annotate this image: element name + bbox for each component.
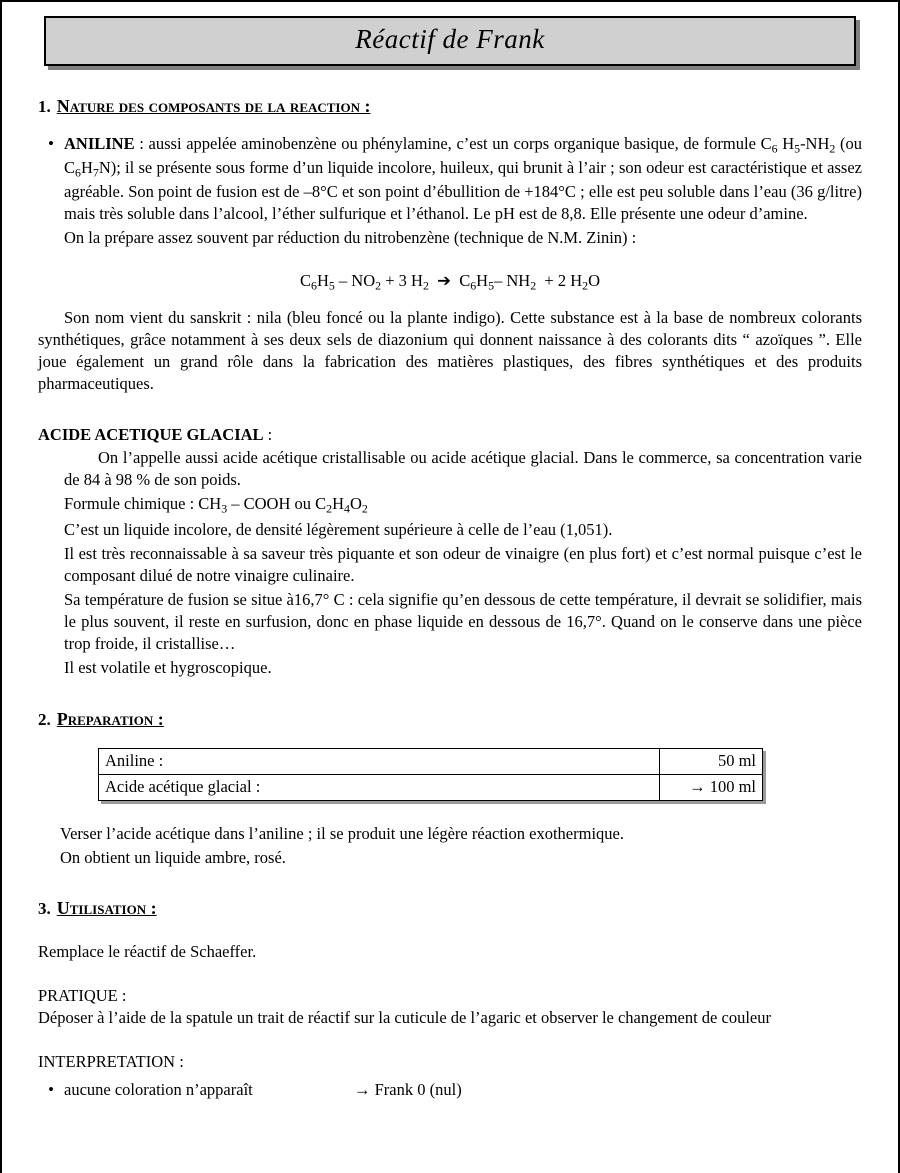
interpretation-label: INTERPRETATION : xyxy=(38,1052,184,1072)
list-item xyxy=(38,1079,862,1101)
preparation-note-0: Verser l’acide acétique dans l’aniline ; il se produit une légère réaction exothermique. xyxy=(60,823,624,843)
table-cell-label-aniline: Aniline : xyxy=(99,748,660,774)
aniline-bullet xyxy=(38,133,862,249)
aniline-text-3: -NH xyxy=(800,134,830,153)
aniline-text-2: H xyxy=(777,134,795,153)
acide-title: ACIDE ACETIQUE GLACIAL xyxy=(38,425,264,445)
aniline-body xyxy=(64,133,862,249)
preparation-notes xyxy=(60,823,862,869)
aniline-sub-5: 7 xyxy=(92,165,99,180)
acide-title-suffix: : xyxy=(263,425,273,445)
section-3-number: 3. xyxy=(38,899,51,919)
table-cell-value-aniline: 50 ml xyxy=(660,748,763,774)
utilisation-replace-line: Remplace le réactif de Schaeffer. xyxy=(38,942,257,962)
section-2-number: 2. xyxy=(38,709,51,729)
bullet-icon: • xyxy=(48,1080,54,1100)
acide-line-0: On l’appelle aussi acide acétique cristallisable ou acide acétique glacial. Dans le commerce, sa concentration varie de 84 à 98 % de son poids. xyxy=(64,448,862,489)
table-cell-value-acide: → 100 ml xyxy=(660,774,763,800)
aniline-sub-2: 5 xyxy=(794,141,801,156)
section-1-title: Nature des composants de la reaction : xyxy=(56,96,371,116)
result-label: aucune coloration n’apparaît xyxy=(64,1080,253,1100)
aniline-text-5: H xyxy=(80,158,93,178)
page-inner xyxy=(2,2,898,1101)
page-title: Réactif de Frank xyxy=(355,24,545,54)
aniline-sub-4: 6 xyxy=(75,165,81,180)
aniline-text-1: : aussi appelée aminobenzène ou phénylamine, c’est un corps organique basique, de formule C xyxy=(134,134,772,153)
section-1-heading xyxy=(38,96,862,117)
aniline-sub-3: 2 xyxy=(829,141,836,156)
table-row xyxy=(99,774,763,800)
pratique-text: Déposer à l’aide de la spatule un trait de réactif sur la cuticule de l’agaric et observer le changement de couleur xyxy=(38,1008,771,1028)
acide-line-2: C’est un liquide incolore, de densité légèrement supérieure à celle de l’eau (1,051). xyxy=(64,520,613,540)
section-1-number: 1. xyxy=(38,97,51,116)
interpretation-results xyxy=(38,1079,862,1101)
section-2-title: Preparation : xyxy=(56,708,164,729)
aniline-label: ANILINE xyxy=(64,134,135,153)
acide-line-3: Il est très reconnaissable à sa saveur très piquante et son odeur de vinaigre (en plus fort) et c’est normal puisque c’est le composant dilué de notre vinaigre culinaire. xyxy=(64,543,862,585)
aniline-preparation-line: On la prépare assez souvent par réduction du nitrobenzène (technique de N.M. Zinin) : xyxy=(64,228,637,248)
table-cell-label-acide: Acide acétique glacial : xyxy=(99,774,660,800)
bullet-icon: • xyxy=(48,134,54,153)
aniline-text-6: N); il se présente sous forme d’un liquide incolore, huileux, qui brunit à l’air ; son odeur est caractéristique et assez agréable. Son point de fusion est de –8°C et son point d’ébullition de +184°C ; elle est peu soluble dans l’eau (36 g/litre) mais très soluble dans l’alcool, l’éther sulfurique et l’éthanol. Le pH est de 8,8. Elle présente une odeur d’amine. xyxy=(64,158,862,224)
table-row xyxy=(99,748,763,774)
aniline-text-4: (ou C xyxy=(64,134,862,178)
pratique-label: PRATIQUE : xyxy=(38,986,127,1006)
section-3-heading xyxy=(38,898,862,919)
aniline-sub-1: 6 xyxy=(771,141,778,156)
acide-line-4: Sa température de fusion se situe à16,7° C : cela signifie qu’en dessous de cette température, il devrait se solidifier, mais le plus souvent, il reste en surfusion, donc en phase liquide en dessous de 16,7°. Quand on le conserve dans une pièce trop froide, il cristallise… xyxy=(64,589,862,653)
acide-title-row xyxy=(38,425,862,445)
aniline-description xyxy=(64,133,862,225)
acide-line-5: Il est volatile et hygroscopique. xyxy=(64,657,272,677)
result-row xyxy=(64,1079,462,1101)
document-title-banner xyxy=(44,16,856,66)
preparation-note-1: On obtient un liquide ambre, rosé. xyxy=(60,847,286,867)
result-value: → Frank 0 (nul) xyxy=(354,1080,462,1100)
preparation-table-wrapper xyxy=(98,748,763,801)
section-2-heading xyxy=(38,709,862,730)
preparation-table xyxy=(98,748,763,801)
acide-line-1: Formule chimique : $CH_3$ – COOH ou $C_2H_4O_2$ xyxy=(64,493,368,516)
acide-block xyxy=(38,425,862,679)
aniline-origin-paragraph: Son nom vient du sanskrit : nila (bleu foncé ou la plante indigo). Cette substance est à la base de nombreux colorants synthétiques, grâce notamment à ses deux sels de diazonium qui donnent naissance à des colorants dits “ azoïques ”. Elle joue également un grand rôle dans la fabrication des matières plastiques, des fibres synthétiques et des produits pharmaceutiques. xyxy=(38,308,862,394)
aniline-equation: $C_6H_5 - NO_2 + 3$ $H_2$ ➔ $C_6H_5-$ $NH_2 + 2$ $H_2O$ xyxy=(299,271,601,293)
section-3-title: Utilisation : xyxy=(56,898,157,919)
